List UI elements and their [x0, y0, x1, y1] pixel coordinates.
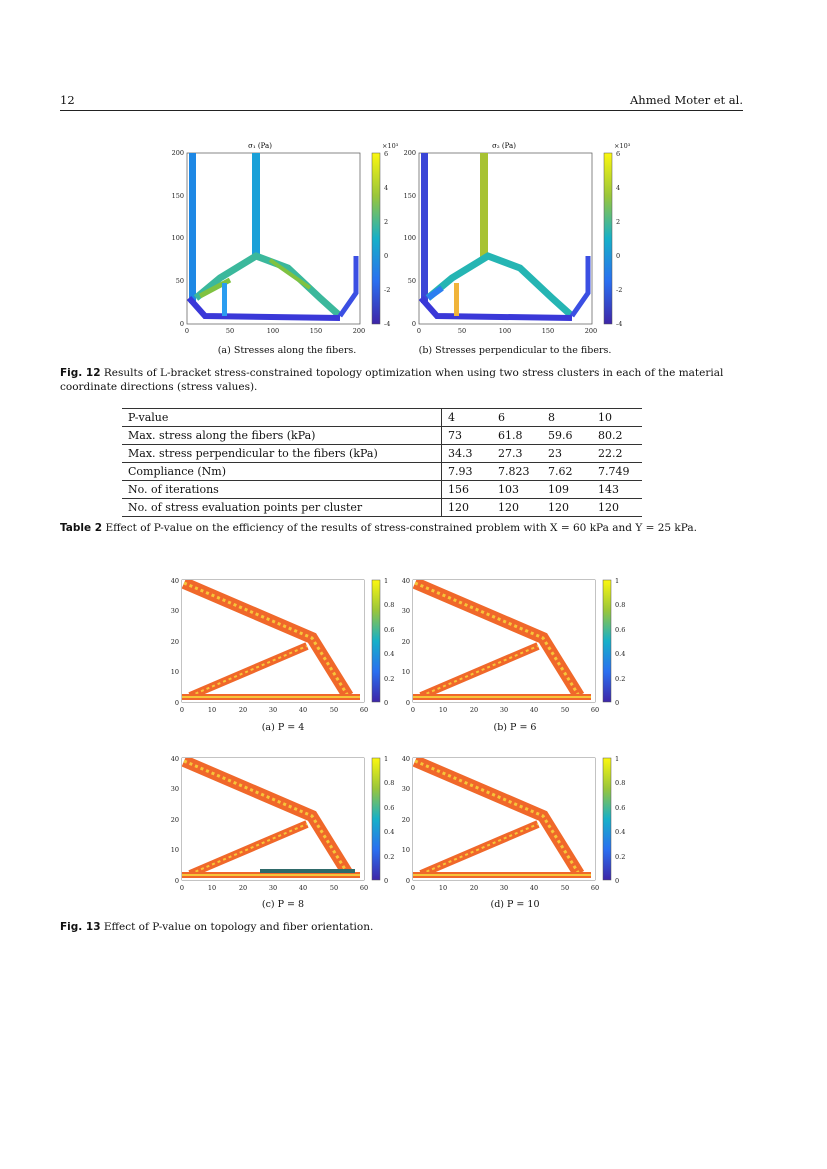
svg-text:30: 30	[499, 706, 509, 714]
svg-text:150: 150	[403, 192, 416, 200]
svg-text:20: 20	[469, 884, 479, 892]
svg-text:-2: -2	[384, 286, 391, 294]
svg-text:30: 30	[268, 706, 278, 714]
fig13-caption-label: Fig. 13	[60, 921, 101, 933]
svg-text:100: 100	[171, 234, 184, 242]
svg-text:0: 0	[410, 884, 416, 892]
svg-text:40: 40	[401, 577, 410, 585]
svg-text:0.8: 0.8	[384, 779, 395, 787]
svg-text:50: 50	[175, 277, 184, 285]
fig13-caption-text: Effect of P-value on topology and fiber orientation.	[103, 921, 374, 933]
svg-text:20: 20	[170, 638, 179, 646]
svg-text:100: 100	[498, 327, 512, 335]
svg-text:50: 50	[457, 327, 467, 335]
svg-text:0.4: 0.4	[384, 828, 395, 836]
svg-text:30: 30	[401, 785, 410, 793]
svg-text:50: 50	[225, 327, 235, 335]
svg-text:0: 0	[174, 699, 179, 707]
svg-text:40: 40	[529, 884, 539, 892]
svg-text:2: 2	[616, 218, 621, 226]
fig13-plot-c	[182, 758, 380, 880]
svg-text:10: 10	[170, 668, 179, 676]
svg-text:50: 50	[407, 277, 416, 285]
fig12-caption-text: Results of L-bracket stress-constrained topology optimization when using two stress clusters in each of the material coordinate directions (stress values).	[60, 367, 724, 393]
svg-text:0.6: 0.6	[615, 804, 626, 812]
svg-text:0: 0	[179, 884, 185, 892]
svg-text:150: 150	[171, 192, 184, 200]
svg-text:60: 60	[359, 884, 369, 892]
svg-text:10: 10	[207, 706, 217, 714]
svg-text:×10³: ×10³	[614, 142, 631, 150]
svg-text:200: 200	[584, 327, 598, 335]
svg-text:10: 10	[170, 846, 179, 854]
table-row: No. of stress evaluation points per cluster 120 120 120 120	[122, 499, 642, 517]
svg-text:40: 40	[170, 755, 179, 763]
svg-text:20: 20	[170, 816, 179, 824]
svg-text:×10³: ×10³	[382, 142, 399, 150]
svg-text:30: 30	[170, 607, 179, 615]
svg-text:0.2: 0.2	[384, 853, 395, 861]
svg-text:60: 60	[590, 884, 600, 892]
table-row: Max. stress perpendicular to the fibers (kPa) 34.3 27.3 23 22.2	[122, 445, 642, 463]
svg-text:0: 0	[411, 320, 416, 328]
svg-text:0.4: 0.4	[615, 650, 626, 658]
svg-text:-4: -4	[384, 320, 391, 328]
svg-text:0.6: 0.6	[384, 626, 395, 634]
fig13-subcaption-a: (a) P = 4	[261, 722, 305, 733]
fig13-caption	[60, 920, 743, 934]
svg-text:0: 0	[616, 252, 621, 260]
svg-text:10: 10	[401, 668, 410, 676]
fig12-subcaption-b: (b) Stresses perpendicular to the fibers.	[418, 345, 612, 356]
table-row: P-value 4 6 8 10	[122, 409, 642, 427]
fig13-subcaption-b: (b) P = 6	[493, 722, 537, 733]
svg-text:200: 200	[171, 149, 184, 157]
svg-text:0: 0	[174, 877, 179, 885]
svg-text:0: 0	[416, 327, 422, 335]
svg-text:6: 6	[616, 150, 621, 158]
svg-text:150: 150	[541, 327, 555, 335]
svg-text:4: 4	[616, 184, 621, 192]
svg-text:10: 10	[438, 706, 448, 714]
svg-text:20: 20	[238, 884, 248, 892]
svg-text:0.4: 0.4	[384, 650, 395, 658]
svg-text:1: 1	[384, 755, 389, 763]
fig13-plot-a	[182, 580, 380, 702]
svg-text:0: 0	[615, 699, 620, 707]
fig12b-title: σ₂ (Pa)	[492, 142, 516, 150]
svg-text:40: 40	[298, 884, 308, 892]
fig12-caption-label: Fig. 12	[60, 367, 101, 379]
svg-text:200: 200	[352, 327, 366, 335]
svg-text:0: 0	[184, 327, 190, 335]
svg-text:20: 20	[469, 706, 479, 714]
svg-text:30: 30	[401, 607, 410, 615]
svg-text:50: 50	[560, 706, 570, 714]
svg-text:-2: -2	[616, 286, 623, 294]
fig13-plot-b	[413, 580, 611, 702]
svg-text:1: 1	[384, 577, 389, 585]
fig13-plot-d	[413, 758, 611, 880]
svg-text:0: 0	[615, 877, 620, 885]
svg-text:40: 40	[298, 706, 308, 714]
svg-text:0: 0	[384, 252, 389, 260]
svg-text:30: 30	[268, 884, 278, 892]
svg-text:0.2: 0.2	[615, 675, 626, 683]
table2-caption-text: Effect of P-value on the efficiency of the results of stress-constrained problem with X = 60 kPa and Y = 25 kPa.	[105, 522, 697, 534]
svg-text:40: 40	[401, 755, 410, 763]
table-row: Compliance (Nm) 7.93 7.823 7.62 7.749	[122, 463, 642, 481]
svg-text:2: 2	[384, 218, 389, 226]
svg-text:0.8: 0.8	[615, 601, 626, 609]
svg-text:1: 1	[615, 577, 620, 585]
svg-text:0: 0	[179, 706, 185, 714]
svg-text:0.6: 0.6	[615, 626, 626, 634]
svg-text:20: 20	[401, 638, 410, 646]
fig12a-title: σ₁ (Pa)	[248, 142, 272, 150]
svg-text:0.6: 0.6	[384, 804, 395, 812]
svg-text:0.8: 0.8	[615, 779, 626, 787]
svg-text:0: 0	[179, 320, 184, 328]
table2-caption-label: Table 2	[60, 522, 103, 534]
svg-text:0.4: 0.4	[615, 828, 626, 836]
svg-text:20: 20	[401, 816, 410, 824]
svg-text:0: 0	[405, 699, 410, 707]
running-head-authors: Ahmed Moter et al.	[630, 93, 743, 107]
svg-text:60: 60	[590, 706, 600, 714]
svg-text:0.2: 0.2	[384, 675, 395, 683]
svg-text:200: 200	[403, 149, 416, 157]
svg-text:0: 0	[384, 877, 389, 885]
fig13b-colorbar	[603, 580, 611, 702]
svg-text:30: 30	[499, 884, 509, 892]
svg-text:50: 50	[329, 706, 339, 714]
svg-text:1: 1	[615, 755, 620, 763]
svg-text:50: 50	[329, 884, 339, 892]
svg-text:50: 50	[560, 884, 570, 892]
svg-text:30: 30	[170, 785, 179, 793]
svg-text:40: 40	[170, 577, 179, 585]
svg-text:10: 10	[438, 884, 448, 892]
svg-text:10: 10	[401, 846, 410, 854]
page-number: 12	[60, 93, 75, 107]
table-row: No. of iterations 156 103 109 143	[122, 481, 642, 499]
svg-text:100: 100	[266, 327, 280, 335]
svg-text:-4: -4	[616, 320, 623, 328]
svg-text:0.8: 0.8	[384, 601, 395, 609]
svg-text:150: 150	[309, 327, 323, 335]
svg-text:0: 0	[405, 877, 410, 885]
svg-text:0: 0	[410, 706, 416, 714]
svg-text:6: 6	[384, 150, 389, 158]
svg-text:10: 10	[207, 884, 217, 892]
svg-text:100: 100	[403, 234, 416, 242]
svg-text:20: 20	[238, 706, 248, 714]
svg-text:0.2: 0.2	[615, 853, 626, 861]
svg-text:0: 0	[384, 699, 389, 707]
table-row: Max. stress along the fibers (kPa) 73 61.8 59.6 80.2	[122, 427, 642, 445]
fig13a-colorbar	[372, 580, 380, 702]
svg-text:4: 4	[384, 184, 389, 192]
svg-text:40: 40	[529, 706, 539, 714]
svg-text:60: 60	[359, 706, 369, 714]
fig13c-colorbar	[372, 758, 380, 880]
fig13-subcaption-c: (c) P = 8	[261, 899, 305, 910]
fig12-subcaption-a: (a) Stresses along the fibers.	[217, 345, 357, 356]
fig13d-colorbar	[603, 758, 611, 880]
fig13-subcaption-d: (d) P = 10	[490, 899, 540, 910]
